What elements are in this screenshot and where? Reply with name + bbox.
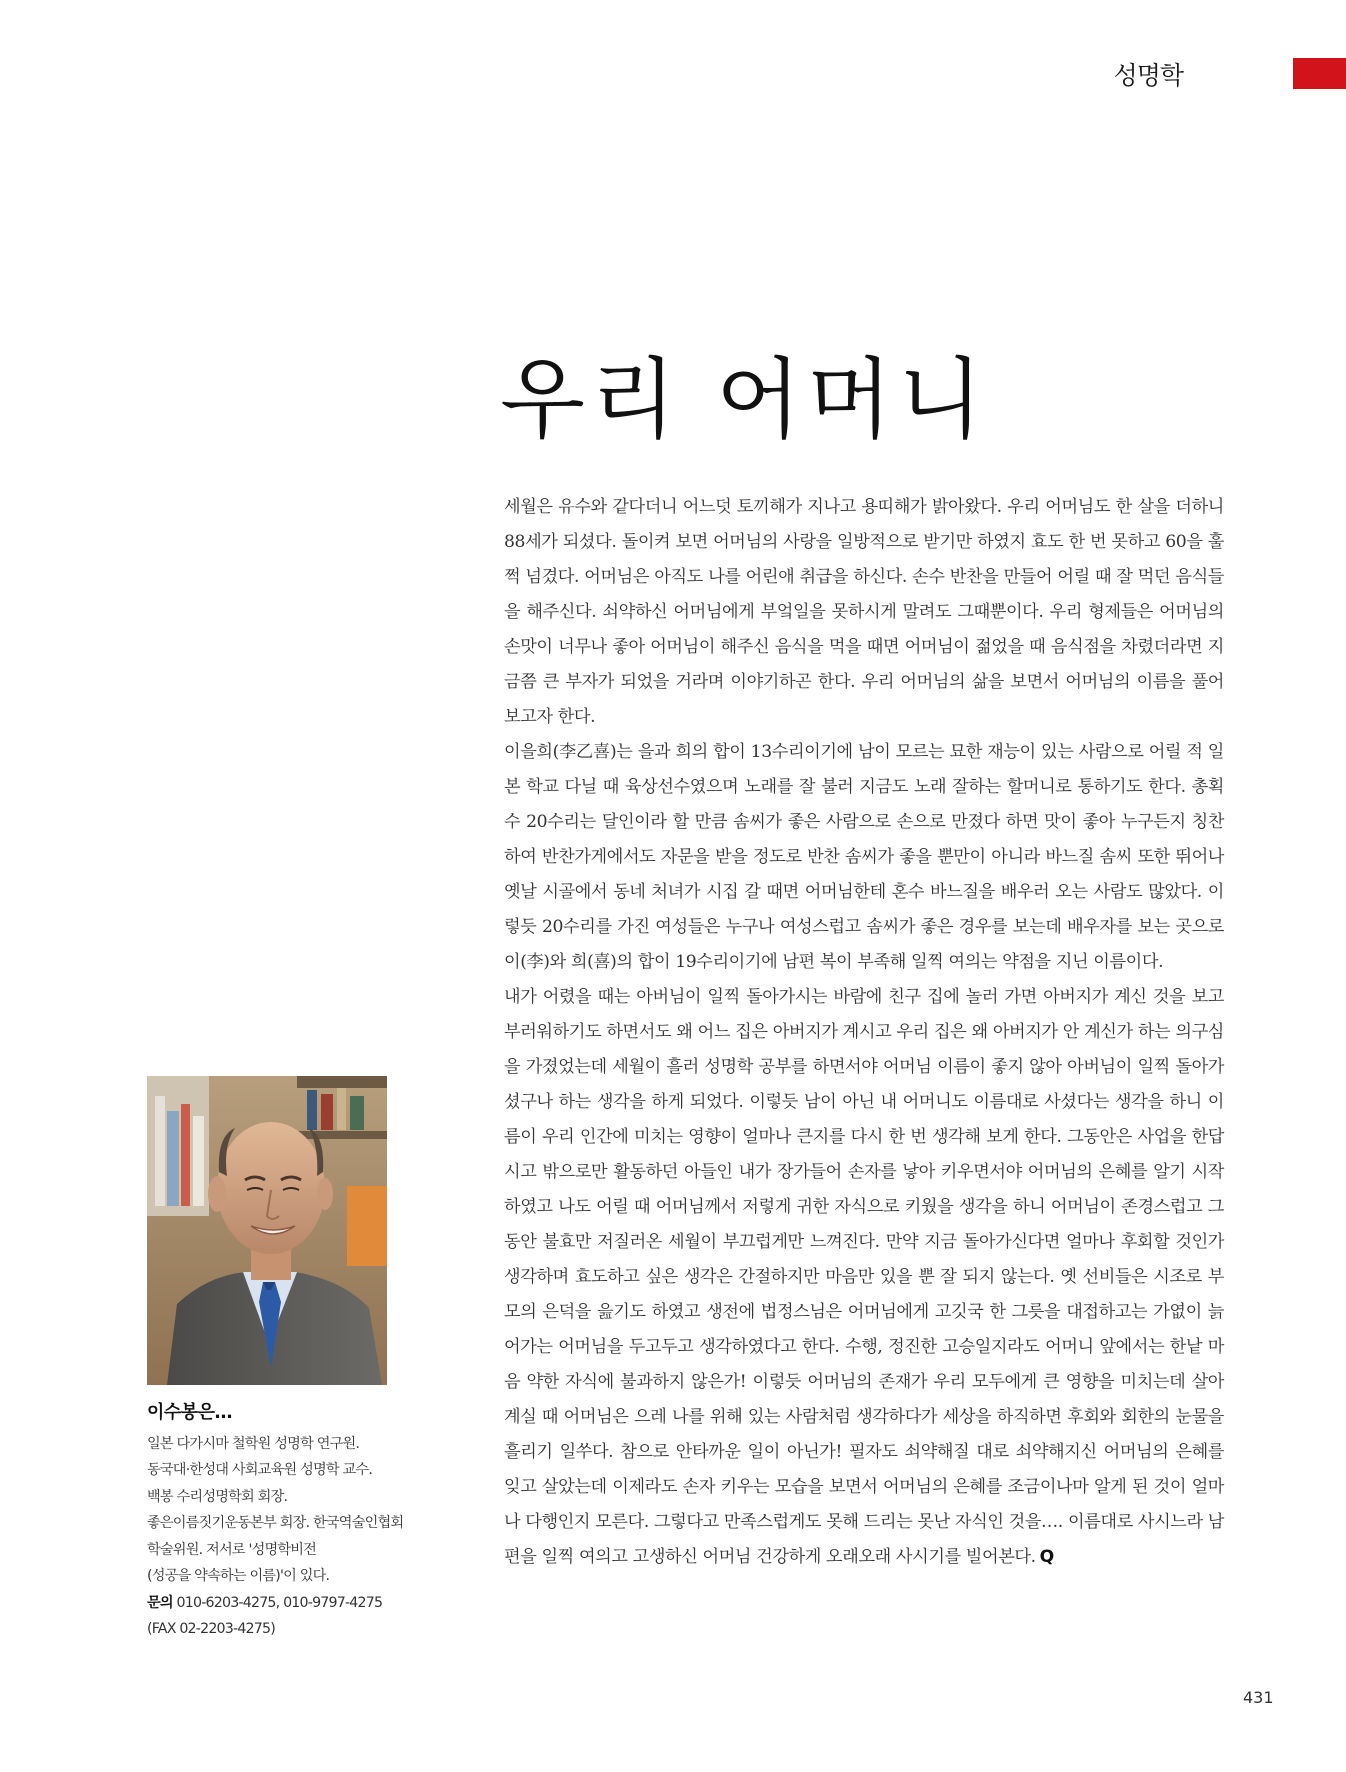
author-contact xyxy=(147,1590,447,1617)
author-bio-line-2: 동국대·한성대 사회교육원 성명학 교수. xyxy=(147,1462,373,1478)
section-accent-bar xyxy=(1293,58,1346,89)
author-bio-line-1: 일본 다가시마 철학원 성명학 연구원. xyxy=(147,1435,360,1452)
contact-phones: 010-6203-4275, 010-9797-4275 xyxy=(176,1594,383,1611)
page-number: 431 xyxy=(1243,1688,1274,1707)
contact-label: 문의 xyxy=(147,1594,173,1611)
article-paragraph-2: 이을희(李乙喜)는 을과 희의 합이 13수리이기에 남이 모르는 묘한 재능이 있는 사람으로 어릴 적 일본 학교 다닐 때 육상선수였으며 노래를 잘 불러 지금도 노래 잘하는 할머니로 통하기도 한다. 총획수 20수리는 달인이라 할 만큼 솜씨가 좋은 사람으로 손으로 만졌다 하면 맛이 좋아 누구든지 칭찬하여 반찬가게에서도 자문을 받을 정도로 반찬 솜씨가 좋을 뿐만이 아니라 바느질 솜씨 또한 뛰어나 옛날 시골에서 동네 처녀가 시집 갈 때면 어머님한테 혼수 바느질을 배우러 오는 사람도 많았다. 이렇듯 20수리를 가진 여성들은 누구나 여성스럽고 솜씨가 좋은 경우를 보는데 배우자를 보는 곳으로 이(李)와 희(喜)의 합이 19수리이기에 남편 복이 부족해 일찍 여의는 약점을 지닌 이름이다. xyxy=(504,742,1224,972)
article-paragraph-3 xyxy=(504,980,1224,1575)
author-name: 이수봉은… xyxy=(147,1402,233,1423)
article-paragraph-1: 세월은 유수와 같다더니 어느덧 토끼해가 지나고 용띠해가 밝아왔다. 우리 어머님도 한 살을 더하니 88세가 되셨다. 돌이켜 보면 어머님의 사랑을 일방적으로 받기만 하였지 효도 한 번 못하고 60을 훌쩍 넘겼다. 어머님은 아직도 나를 어린애 취급을 하신다. 손수 반찬을 만들어 어릴 때 잘 먹던 음식들을 해주신다. 쇠약하신 어머님에게 부엌일을 못하시게 말려도 그때뿐이다. 우리 형제들은 어머님의 손맛이 너무나 좋아 어머님이 해주신 음식을 먹을 때면 어머님이 젊었을 때 음식점을 차렸더라면 지금쯤 큰 부자가 되었을 거라며 이야기하곤 한다. 우리 어머님의 삶을 보면서 어머님의 이름을 풀어 보고자 한다. xyxy=(504,497,1225,727)
author-photo xyxy=(147,1076,387,1385)
author-bio-line-4: 좋은이름짓기운동본부 회장. 한국역술인협회 xyxy=(147,1515,404,1531)
article-title: 우리 어머니 xyxy=(500,348,990,451)
end-mark: Q xyxy=(1039,1547,1054,1567)
author-bio-line-5: 학술위원. 저서로 '성명학비전 xyxy=(147,1541,317,1558)
author-bio-line-3: 백봉 수리성명학회 회장. xyxy=(147,1488,288,1505)
author-bio xyxy=(147,1400,447,1643)
article-body xyxy=(504,490,1224,1575)
contact-fax: (FAX 02-2203-4275) xyxy=(147,1621,275,1637)
section-tag: 성명학 xyxy=(1113,61,1183,90)
article-paragraph-3-text: 내가 어렸을 때는 아버님이 일찍 돌아가시는 바람에 친구 집에 놀러 가면 아버지가 계신 것을 보고 부러워하기도 하면서도 왜 어느 집은 아버지가 계시고 우리 집은 왜 아버지가 안 계신가 하는 의구심을 가졌었는데 세월이 흘러 성명학 공부를 하면서야 어머님 이름이 좋지 않아 아버님이 일찍 돌아가셨구나 하는 생각을 하게 되었다. 이렇듯 남이 아닌 내 어머니도 이름대로 사셨다는 생각을 하니 이름이 우리 인간에 미치는 영향이 얼마나 큰지를 다시 한 번 생각해 보게 한다. 그동안은 사업을 한답시고 밖으로만 활동하던 아들인 내가 장가들어 손자를 낳아 키우면서야 어머님의 은혜를 알기 시작하였고 나도 어릴 때 어머님께서 저렇게 귀한 자식으로 키웠을 생각을 하니 어머님이 존경스럽고 그동안 불효만 저질러온 세월이 부끄럽게만 느껴진다. 만약 지금 돌아가신다면 얼마나 후회할 것인가 생각하며 효도하고 싶은 생각은 간절하지만 마음만 있을 뿐 잘 되지 않는다. 옛 선비들은 시조로 부모의 은덕을 읊기도 하였고 생전에 법정스님은 어머님에게 고깃국 한 그릇을 대접하고는 가엾이 늙어가는 어머님을 두고두고 생각하였다고 한다. 수행, 정진한 고승일지라도 어머니 앞에서는 한낱 마음 약한 자식에 불과하지 않은가! 이렇듯 어머님의 존재가 우리 모두에게 큰 영향을 미치는데 살아계실 때 어머님은 으레 나를 위해 있는 사람처럼 생각하다가 세상을 하직하면 후회와 회한의 눈물을 흘리기 일쑤다. 참으로 안타까운 일이 아닌가! 필자도 쇠약해질 대로 쇠약해지신 어머님의 은혜를 잊고 살았는데 이제라도 손자 키우는 모습을 보면서 어머님의 은혜를 조금이나마 알게 된 것이 얼마나 다행인지 모른다. 그렇다고 만족스럽게도 못해 드리는 못난 자식인 것을…. 이름대로 사시느라 남편을 일찍 여의고 고생하신 어머님 건강하게 오래오래 사시기를 빌어본다. xyxy=(504,987,1224,1567)
author-bio-line-6: (성공을 약속하는 이름)'이 있다. xyxy=(147,1568,330,1584)
author-portrait-illustration xyxy=(147,1076,387,1385)
